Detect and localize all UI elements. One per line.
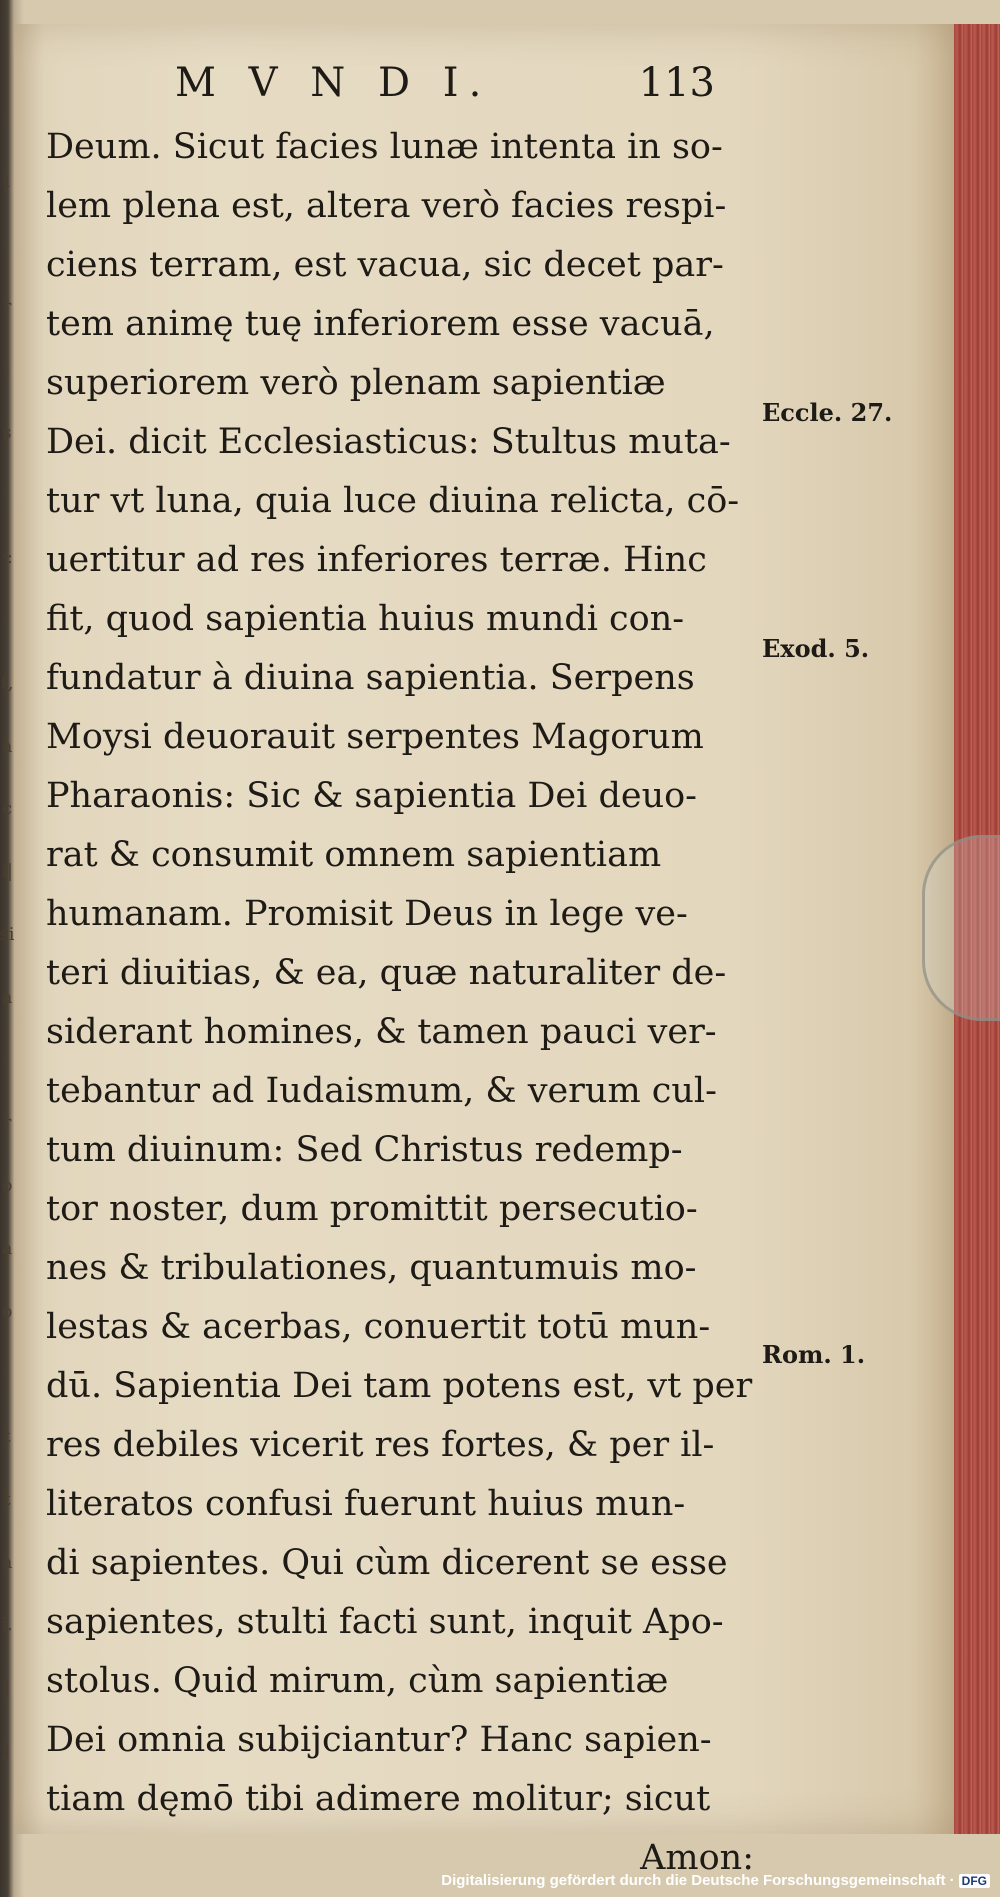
text-line: Pharaonis: Sic & sapientia Dei deuo- xyxy=(46,776,698,816)
text-line: fundatur à diuina sapientia. Serpens xyxy=(46,658,695,698)
gutter-mark: r xyxy=(2,1112,12,1134)
gutter-mark: t, xyxy=(0,672,14,694)
text-line: siderant homines, & tamen pauci ver- xyxy=(46,1012,717,1052)
gutter-mark: : xyxy=(3,108,11,129)
gutter-mark: t xyxy=(3,1488,11,1510)
text-line: Dei. dicit Ecclesiasticus: Stultus muta- xyxy=(46,422,731,462)
gutter-mark: ·: xyxy=(1,547,13,569)
text-line: dū. Sapientia Dei tam potens est, vt per xyxy=(46,1366,753,1406)
running-title: M V N D I. xyxy=(175,60,492,106)
text-line: superiorem verò plenam sapientiæ xyxy=(46,363,666,403)
gutter-mark: · xyxy=(4,233,10,255)
text-line: di sapientes. Qui cùm dicerent se esse xyxy=(46,1543,728,1583)
text-line: uertitur ad res inferiores terræ. Hinc xyxy=(46,540,707,580)
text-line: tem animę tuę inferiorem esse vacuā, xyxy=(46,304,715,344)
gutter-mark: j xyxy=(4,1677,10,1699)
gutter-mark: · xyxy=(4,610,10,632)
body-text xyxy=(46,118,758,1888)
gutter-mark: i| xyxy=(1,861,13,883)
text-line: fit, quod sapientia huius mundi con- xyxy=(46,599,685,639)
text-line: ciens terram, est vacua, sic decet par- xyxy=(46,245,724,285)
text-line: tiam dęmō tibi adimere molitur; sicut xyxy=(46,1779,711,1819)
gutter-mark: t xyxy=(3,1426,11,1448)
gutter-mark: · xyxy=(4,1363,10,1385)
gutter-mark: o xyxy=(1,1300,13,1322)
text-line: Deum. Sicut facies lunæ intenta in so- xyxy=(46,127,723,167)
gutter-mark: r xyxy=(2,296,12,318)
text-line: rat & consumit omnem sapientiam xyxy=(46,835,662,875)
gutter-mark: a xyxy=(1,735,13,757)
dfg-logo: DFG xyxy=(959,1874,990,1888)
text-line: tum diuinum: Sed Christus redemp- xyxy=(46,1130,683,1170)
margin-note-rom: Rom. 1. xyxy=(762,1340,866,1369)
gutter-mark: · xyxy=(4,484,10,506)
catchword: Amon: xyxy=(640,1838,754,1878)
page-number: 113 xyxy=(638,60,715,106)
gutter-mark: j xyxy=(4,1739,10,1761)
text-line: Moysi deuorauit serpentes Magorum xyxy=(46,717,704,757)
gutter-mark: si xyxy=(0,923,15,945)
text-line: tebantur ad Iudaismum, & verum cul- xyxy=(46,1071,717,1111)
gutter-mark: i. xyxy=(1,1614,13,1636)
footer-credit: Digitalisierung gefördert durch die Deutsche Forschungsgemeinschaft · xyxy=(441,1872,955,1889)
gutter-mark: s xyxy=(2,421,12,443)
margin-note-exod: Exod. 5. xyxy=(762,634,870,663)
gutter-edge-marks xyxy=(0,110,14,1760)
gutter-mark: a xyxy=(1,1551,13,1573)
gutter-mark: : xyxy=(3,359,11,381)
gutter-mark: o xyxy=(1,1175,13,1197)
clear-page-clip xyxy=(922,835,1000,1021)
digitization-footer xyxy=(0,1872,990,1889)
gutter-mark: a xyxy=(1,986,13,1008)
text-line: res debiles vicerit res fortes, & per il- xyxy=(46,1425,715,1465)
gutter-mark: a xyxy=(1,1237,13,1259)
text-line: sapientes, stulti facti sunt, inquit Apo- xyxy=(46,1602,724,1642)
text-line: nes & tribulationes, quantumuis mo- xyxy=(46,1248,697,1288)
gutter-mark: i xyxy=(4,170,10,192)
text-line: humanam. Promisit Deus in lege ve- xyxy=(46,894,688,934)
text-line: literatos confusi fuerunt huius mun- xyxy=(46,1484,686,1524)
gutter-mark: c xyxy=(1,798,13,820)
text-line: lestas & acerbas, conuertit totū mun- xyxy=(46,1307,711,1347)
margin-note-eccle: Eccle. 27. xyxy=(762,398,893,427)
text-line: tur vt luna, quia luce diuina relicta, cō- xyxy=(46,481,740,521)
text-line: tor noster, dum promittit persecutio- xyxy=(46,1189,698,1229)
text-line: stolus. Quid mirum, cùm sapientiæ xyxy=(46,1661,669,1701)
text-line: Dei omnia subijciantur? Hanc sapien- xyxy=(46,1720,712,1760)
text-line: teri diuitias, & ea, quæ naturaliter de- xyxy=(46,953,727,993)
page-header xyxy=(175,60,735,120)
text-line: lem plena est, altera verò facies respi- xyxy=(46,186,727,226)
gutter-mark: · xyxy=(4,1049,10,1071)
